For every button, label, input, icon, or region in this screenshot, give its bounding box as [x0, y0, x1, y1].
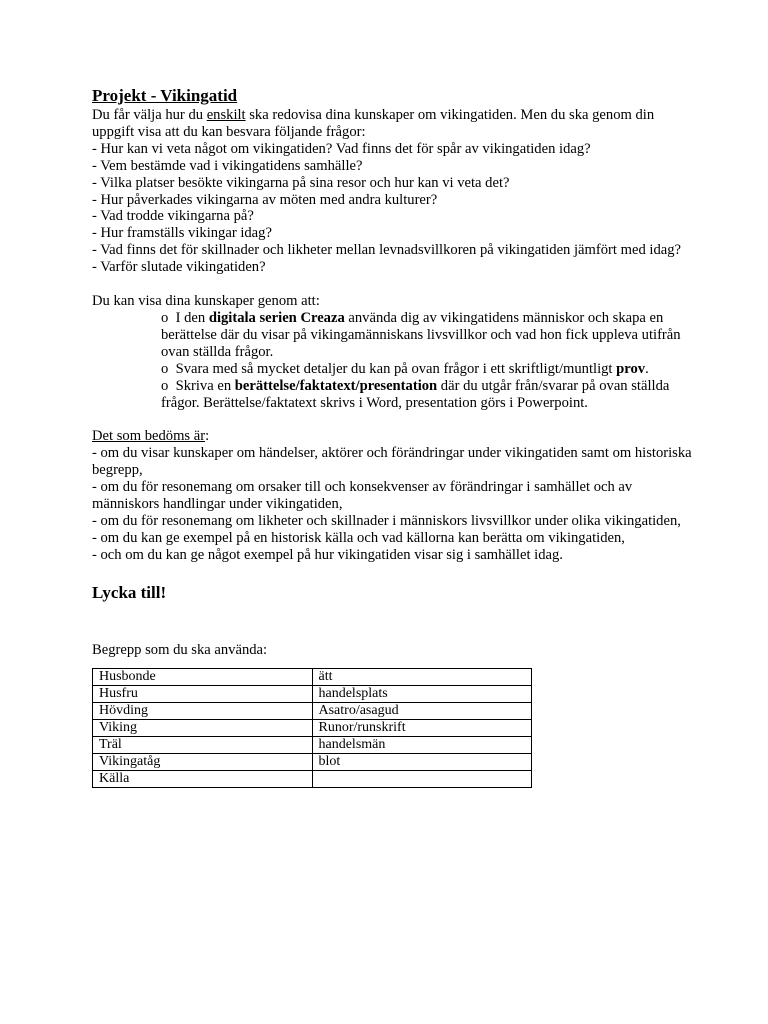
option-item — [161, 310, 692, 361]
questions-list — [92, 141, 692, 276]
question-line: - Varför slutade vikingatiden? — [92, 259, 266, 276]
criterion-line: - om du för resonemang om likheter och skillnader i människors livsvillkor under olika vikingatiden, — [92, 512, 681, 529]
intro-after: ska redovisa dina kunskaper om vikingatiden. Men du ska genom din uppgift visa att du kan besvara följande frågor: — [92, 107, 655, 140]
intro-paragraph — [92, 107, 692, 141]
spacer — [92, 276, 692, 293]
table-cell: Hövding — [93, 702, 313, 719]
table-row — [93, 770, 532, 787]
bullet-marker: o — [161, 377, 169, 394]
intro-underlined-word: enskilt — [206, 107, 246, 123]
option-item — [161, 361, 692, 378]
document-title: Projekt - Vikingatid — [92, 86, 238, 105]
criterion-line: - om du visar kunskaper om händelser, aktörer och förändringar under vikingatiden samt om historiska begrepp, — [92, 445, 692, 479]
criterion-line: - om du kan ge exempel på en historisk källa och vad källorna kan berätta om vikingatiden, — [92, 529, 625, 546]
table-cell: Vikingatåg — [93, 753, 313, 770]
question-line: - Vilka platser besökte vikingarna på sina resor och hur kan vi veta det? — [92, 174, 510, 191]
options-list — [161, 310, 692, 411]
question-line: - Vad finns det för skillnader och likheter mellan levnadsvillkoren på vikingatiden jämfört med idag? — [92, 242, 681, 259]
table-cell: ätt — [312, 668, 532, 685]
table-row — [93, 685, 532, 702]
table-cell — [312, 770, 532, 787]
options-intro: Du kan visa dina kunskaper genom att: — [92, 293, 320, 310]
table-cell: handelsmän — [312, 736, 532, 753]
table-cell: Runor/runskrift — [312, 719, 532, 736]
terms-intro: Begrepp som du ska använda: — [92, 641, 268, 658]
table-cell: handelsplats — [312, 685, 532, 702]
option-bold: prov — [616, 360, 646, 377]
table-cell: Träl — [93, 736, 313, 753]
table-row — [93, 668, 532, 685]
assessment-heading: Det som bedöms är — [92, 428, 206, 445]
table-cell: Viking — [93, 719, 313, 736]
option-bold: digitala serien Creaza — [208, 309, 345, 326]
bullet-marker: o — [161, 360, 169, 377]
criterion-line: - om du för resonemang om orsaker till och konsekvenser av förändringar i samhället och av människors handlingar under vikingatiden, — [92, 479, 633, 513]
assessment-colon: : — [205, 428, 210, 445]
option-pre: Skriva en — [175, 377, 235, 394]
question-line: - Hur kan vi veta något om vikingatiden? Vad finns det för spår av vikingatiden idag? — [92, 140, 591, 157]
bullet-marker: o — [161, 309, 169, 326]
option-post: använda dig av vikingatidens människor och skapa en berättelse där du visar på vikingamänniskans livsvillkor och vad hon fick uppleva utifrån ovan ställda frågor. — [161, 309, 681, 360]
intro-before: Du får välja hur du — [92, 107, 207, 123]
question-line: - Hur framställs vikingar idag? — [92, 225, 272, 242]
table-cell: Husfru — [93, 685, 313, 702]
document-page — [92, 86, 692, 788]
criterion-line: - och om du kan ge något exempel på hur vikingatiden visar sig i samhället idag. — [92, 546, 563, 563]
table-row — [93, 736, 532, 753]
table-cell: Källa — [93, 770, 313, 787]
terms-table — [92, 668, 532, 788]
option-item — [161, 378, 692, 412]
option-pre: Svara med så mycket detaljer du kan på ovan frågor i ett skriftligt/muntligt — [175, 360, 617, 377]
table-cell: Asatro/asagud — [312, 702, 532, 719]
option-pre: I den — [175, 309, 209, 326]
table-row — [93, 753, 532, 770]
closing-heading: Lycka till! — [92, 582, 167, 602]
question-line: - Vem bestämde vad i vikingatidens samhälle? — [92, 157, 363, 174]
spacer — [92, 411, 692, 428]
option-bold: berättelse/faktatext/presentation — [234, 377, 438, 394]
option-post: . — [645, 360, 649, 377]
table-cell: Husbonde — [93, 668, 313, 685]
table-cell: blot — [312, 753, 532, 770]
table-row — [93, 702, 532, 719]
question-line: - Hur påverkades vikingarna av möten med andra kulturer? — [92, 191, 438, 208]
criteria-list — [92, 445, 692, 563]
table-row — [93, 719, 532, 736]
question-line: - Vad trodde vikingarna på? — [92, 208, 254, 225]
option-post: där du utgår från/svarar på ovan ställda frågor. Berättelse/faktatext skrivs i Word, presentation görs i Powerpoint. — [161, 377, 670, 411]
assessment-heading-line — [92, 428, 692, 445]
